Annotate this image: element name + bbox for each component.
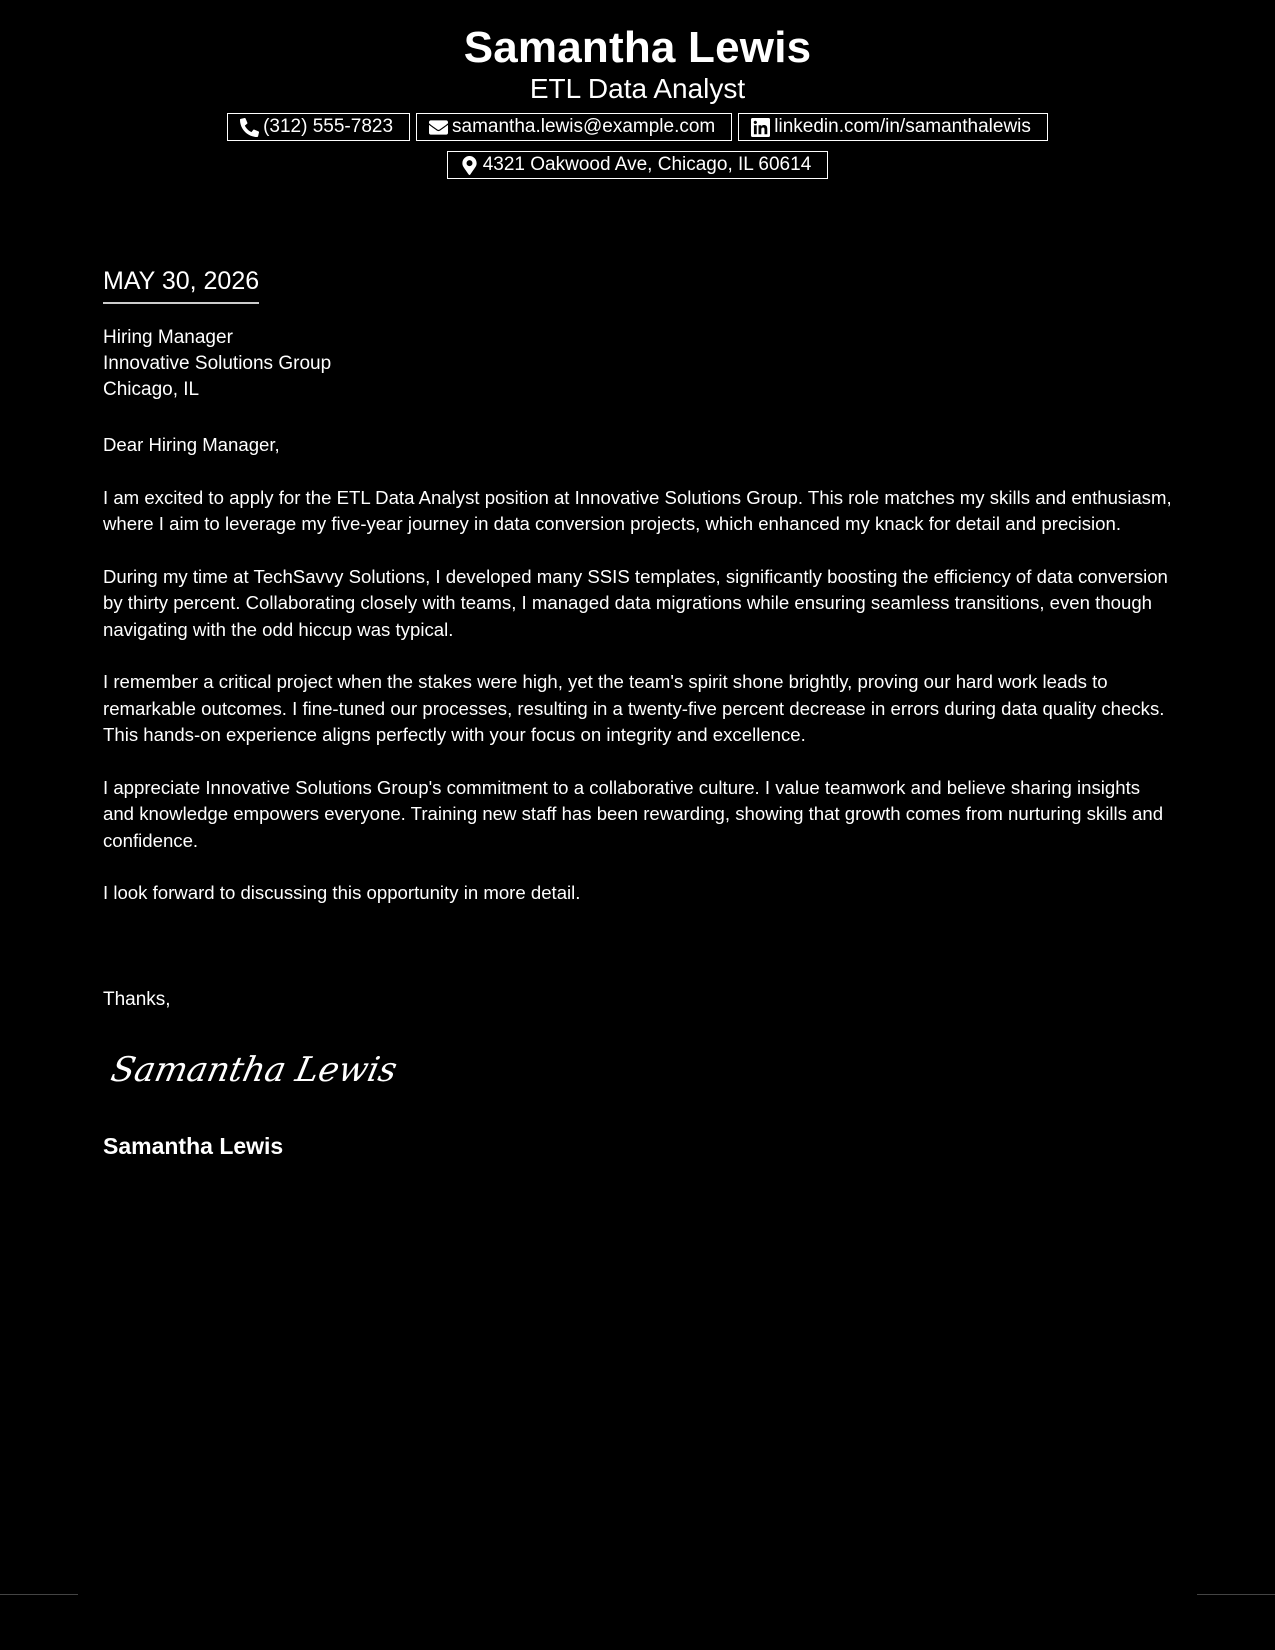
letter-body (103, 432, 1173, 933)
linkedin-text: linkedin.com/in/samanthalewis (774, 116, 1031, 137)
handwritten-signature (107, 1045, 401, 1095)
recipient-line: Innovative Solutions Group (103, 353, 332, 374)
body-paragraph: I remember a critical project when the stakes were high, yet the team's spirit shone brightly, proving our hard work leads to remarkable outcomes. I fine-tuned our processes, resulting in a twenty-five percent decrease in errors during data quality checks. This hands-on experience aligns perfectly with your focus on integrity and excellence. (103, 671, 1165, 745)
salutation: Dear Hiring Manager, (103, 434, 280, 455)
linkedin-contact[interactable] (738, 113, 1048, 141)
signer-name: Samantha Lewis (103, 1133, 284, 1159)
linkedin-icon (751, 118, 770, 137)
email-text: samantha.lewis@example.com (452, 116, 716, 137)
address-text: 4321 Oakwood Ave, Chicago, IL 60614 (482, 154, 812, 175)
recipient-line: Chicago, IL (103, 379, 200, 400)
body-paragraph: During my time at TechSavvy Solutions, I developed many SSIS templates, significantly boosting the efficiency of data conversion by thirty percent. Collaborating closely with teams, I managed data migrations while ensuring seamless transitions, even though navigating with the odd hiccup was typical. (103, 565, 1168, 640)
body-paragraph: I look forward to discussing this opportunity in more detail. (103, 882, 581, 903)
body-paragraph: I appreciate Innovative Solutions Group's commitment to a collaborative culture. I value teamwork and believe sharing insights and knowledge empowers everyone. Training new staff has been rewarding, showing that growth comes from nurturing skills and confidence. (103, 776, 1164, 851)
contact-row (0, 151, 1275, 179)
body-paragraph: I am excited to apply for the ETL Data Analyst position at Innovative Solutions Group. This role matches my skills and enthusiasm, where I aim to leverage my five-year journey in data conversion projects, which enhanced my knack for detail and precision. (103, 486, 1172, 534)
closing: Thanks, (103, 989, 171, 1010)
letter-date: MAY 30, 2026 (103, 266, 259, 304)
signature-image (107, 1045, 401, 1100)
map-marker-icon (460, 156, 479, 175)
recipient-block (103, 325, 331, 403)
recipient-line: Hiring Manager (103, 327, 233, 348)
phone-text: (312) 555-7823 (263, 116, 394, 137)
footer-divider (0, 1594, 78, 1595)
phone-icon (240, 118, 259, 137)
phone-contact[interactable] (227, 113, 410, 141)
applicant-name: Samantha Lewis (463, 23, 812, 72)
envelope-icon (429, 118, 448, 137)
signature-text: Samantha Lewis (107, 1050, 401, 1090)
footer-divider (1197, 1594, 1275, 1595)
address-contact (447, 151, 829, 179)
email-contact[interactable] (416, 113, 732, 141)
contact-row (0, 113, 1275, 141)
applicant-title: ETL Data Analyst (529, 73, 746, 104)
